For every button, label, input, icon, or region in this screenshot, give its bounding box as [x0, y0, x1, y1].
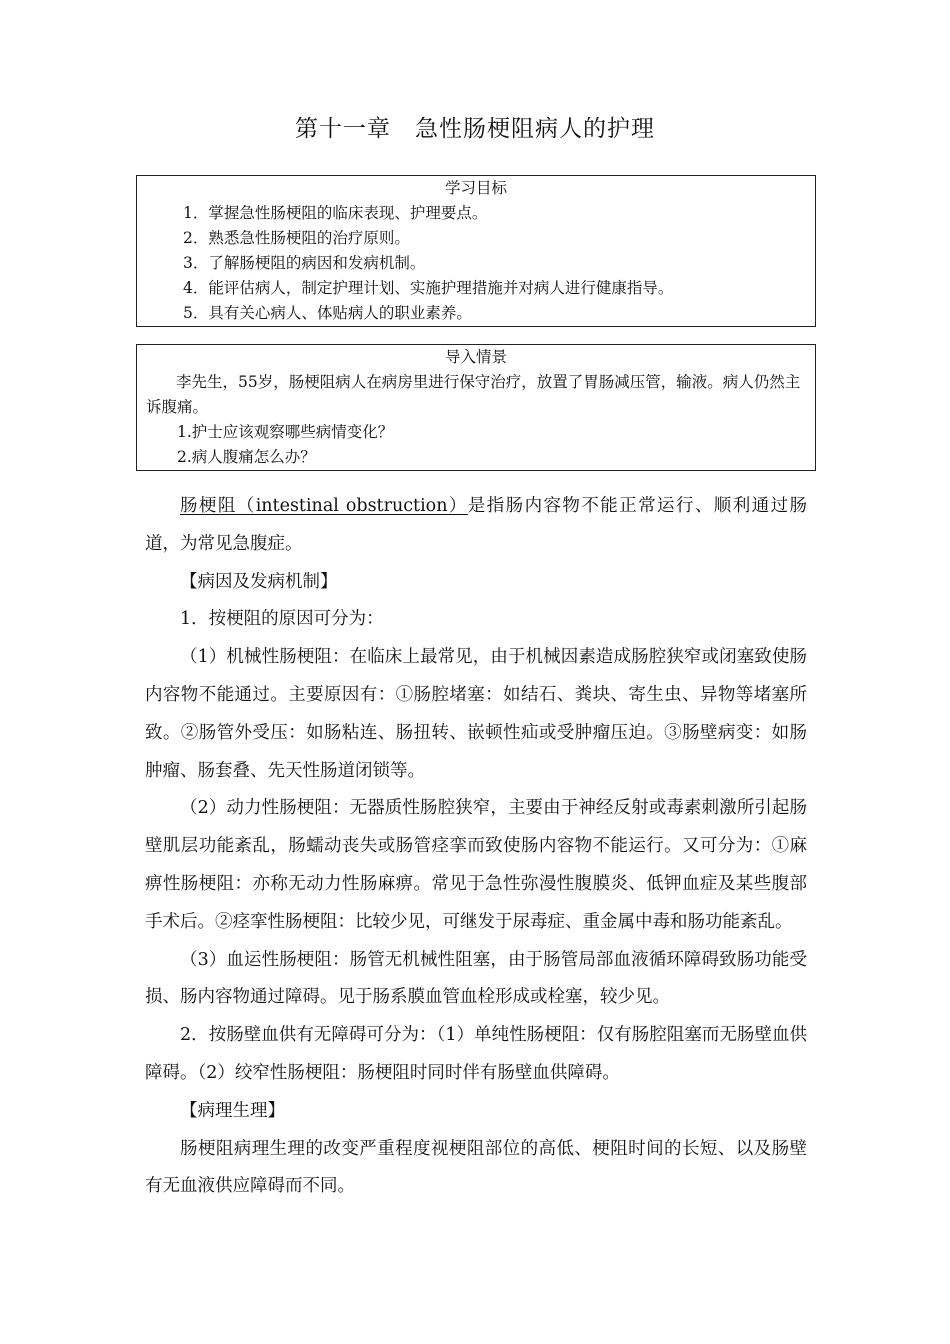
intro-paragraph [145, 488, 807, 564]
paragraph: 2．按肠壁血供有无障碍可分为：（1）单纯性肠梗阻：仅有肠腔阻塞而无肠壁血供障碍。（2）绞窄性肠梗阻：肠梗阻时同时伴有肠壁血供障碍。 [145, 1025, 807, 1083]
objective-item: 2．熟悉急性肠梗阻的治疗原则。 [183, 229, 410, 247]
objective-item: 5．具有关心病人、体贴病人的职业素养。 [183, 304, 472, 322]
learning-objectives-box [136, 175, 816, 327]
paragraph: （2）动力性肠梗阻：无器质性肠腔狭窄，主要由于神经反射或毒素刺激所引起肠壁肌层功能紊乱，肠蠕动丧失或肠管痉挛而致使肠内容物不能运行。又可分为：①麻痹性肠梗阻：亦称无动力性肠麻痹。常见于急性弥漫性腹膜炎、低钾血症及某些腹部手术后。②痉挛性肠梗阻：比较少见，可继发于尿毒症、重金属中毒和肠功能紊乱。 [145, 798, 807, 932]
scenario-question: 1.护士应该观察哪些病情变化？ [177, 423, 394, 441]
objective-item: 3．了解肠梗阻的病因和发病机制。 [183, 254, 426, 272]
intro-definition: 是指肠内容物不能正常运行、顺利通过肠道，为常见急腹症。 [145, 496, 807, 554]
paragraph: （1）机械性肠梗阻：在临床上最常见，由于机械因素造成肠腔狭窄或闭塞致使肠内容物不能通过。主要原因有：①肠腔堵塞：如结石、粪块、寄生虫、异物等堵塞所致。②肠管外受压：如肠粘连、肠扭转、嵌顿性疝或受肿瘤压迫。③肠壁病变：如肠肿瘤、肠套叠、先天性肠道闭锁等。 [145, 647, 807, 781]
objective-item: 1．掌握急性肠梗阻的临床表现、护理要点。 [183, 204, 488, 222]
objective-item: 4．能评估病人，制定护理计划、实施护理措施并对病人进行健康指导。 [183, 279, 674, 297]
paragraph: 肠梗阻病理生理的改变严重程度视梗阻部位的高低、梗阻时间的长短、以及肠壁有无血液供应障碍而不同。 [145, 1138, 807, 1197]
chapter-title: 第十一章 急性肠梗阻病人的护理 [295, 116, 655, 142]
scenario-question: 2.病人腹痛怎么办？ [177, 448, 316, 466]
objectives-heading: 学习目标 [444, 179, 507, 197]
body-text [145, 488, 807, 1206]
scenario-box [136, 344, 816, 471]
scenario-heading: 导入情景 [444, 348, 507, 366]
paragraph: （3）血运性肠梗阻：肠管无机械性阻塞，由于肠管局部血液循环障碍致肠功能受损、肠内容物通过障碍。见于肠系膜血管血栓形成或栓塞，较少见。 [145, 949, 807, 1008]
paragraph: 1．按梗阻的原因可分为： [180, 609, 384, 630]
term-intestinal-obstruction: 肠梗阻（intestinal obstruction） [180, 496, 468, 516]
scenario-text: 李先生，55岁，肠梗阻病人在病房里进行保守治疗，放置了胃肠减压管，输液。病人仍然主诉腹痛。 [146, 373, 801, 416]
section-heading-pathophysiology: 【病理生理】 [180, 1100, 285, 1121]
section-heading-etiology: 【病因及发病机制】 [180, 571, 338, 592]
